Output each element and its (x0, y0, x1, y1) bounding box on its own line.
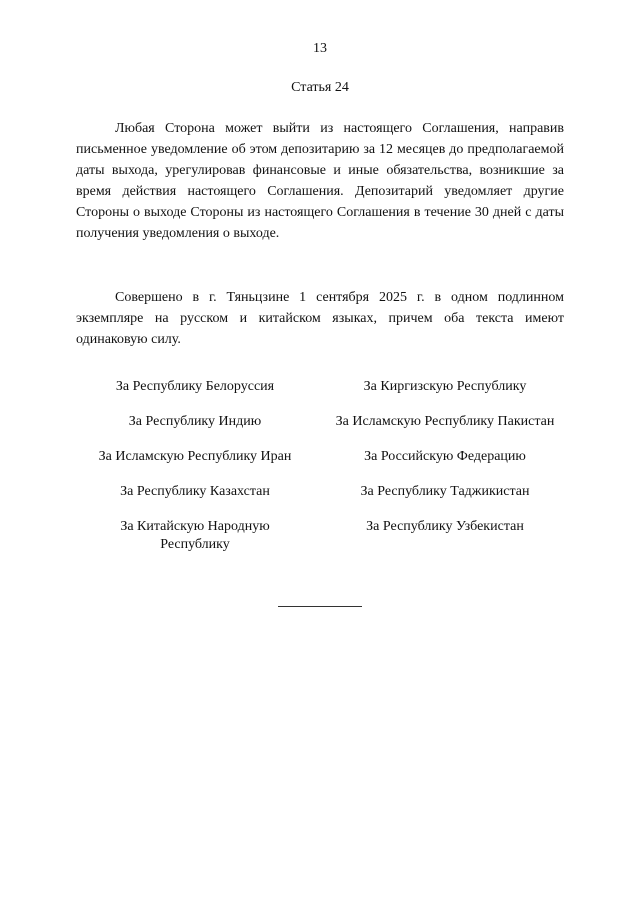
signature-block (70, 378, 570, 558)
execution-paragraph: Совершено в г. Тяньцзине 1 сентября 2025 г. в одном подлинном экземпляре на русском и китайском языках, причем оба текста имеют одинаковую силу. (76, 290, 564, 347)
signature-china-text: За Китайскую Народную Республику (120, 519, 270, 552)
signature-belarus: За Республику Белоруссия (115, 379, 275, 394)
signature-kazakhstan: За Республику Казахстан (120, 484, 270, 499)
end-divider (278, 606, 362, 607)
signature-pakistan: За Исламскую Республику Пакистан (335, 414, 555, 429)
signature-uzbekistan: За Республику Узбекистан (366, 519, 524, 534)
signature-russia: За Российскую Федерацию (364, 449, 526, 464)
article-title: Статья 24 (291, 80, 349, 95)
signature-kyrgyzstan: За Киргизскую Республику (363, 379, 527, 394)
withdrawal-paragraph: Любая Сторона может выйти из настоящего Соглашения, направив письменное уведомление об этом депозитарию за 12 месяцев до предполагаемой даты выхода, урегулировав финансовые и иные обязательства, возникшие за время действия настоящего Соглашения. Депозитарий уведомляет другие Стороны о выходе Стороны из настоящего Соглашения в течение 30 дней с даты получения уведомления о выходе. (76, 121, 564, 241)
signature-china (70, 518, 320, 558)
signature-tajikistan: За Республику Таджикистан (360, 484, 530, 499)
signature-india: За Республику Индию (128, 414, 262, 429)
page-number: 13 (313, 41, 327, 56)
signature-iran: За Исламскую Республику Иран (98, 449, 292, 464)
